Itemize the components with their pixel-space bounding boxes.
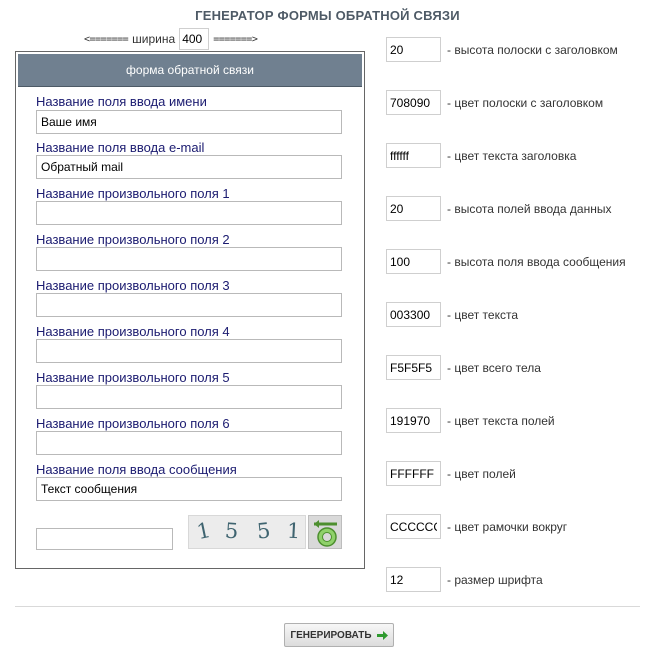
border-color-label: - цвет рамочки вокруг [447, 519, 568, 534]
font-size-label: - размер шрифта [447, 572, 543, 587]
header-color-label: - цвет полоски с заголовком [447, 95, 604, 110]
captcha-input[interactable] [36, 528, 173, 550]
form-header: форма обратной связи [18, 54, 362, 86]
captcha-image [188, 515, 306, 549]
custom-field-5-input[interactable] [36, 385, 342, 409]
field-color-label: - цвет полей [447, 466, 516, 481]
font-size-input[interactable] [386, 567, 441, 592]
header-text-color-input[interactable] [386, 143, 441, 168]
name-field-input[interactable] [36, 110, 342, 134]
custom-field-4-input[interactable] [36, 339, 342, 363]
form-header-divider [18, 86, 362, 87]
setting-field-color [386, 461, 516, 486]
divider [15, 606, 640, 607]
width-left-arrow: <======= [84, 33, 129, 45]
custom-field-6-input[interactable] [36, 431, 342, 455]
header-height-label: - высота полоски с заголовком [447, 42, 618, 57]
message-height-label: - высота поля ввода сообщения [447, 254, 626, 269]
generate-button[interactable] [284, 623, 394, 647]
custom-field-3-input[interactable] [36, 293, 342, 317]
text-color-label: - цвет текста [447, 307, 519, 322]
email-field-label: Название поля ввода e-mail [36, 140, 205, 155]
setting-header-color [386, 90, 603, 115]
header-color-input[interactable] [386, 90, 441, 115]
border-color-input[interactable] [386, 514, 441, 539]
setting-message-height [386, 249, 626, 274]
setting-header-height [386, 37, 618, 62]
setting-text-color [386, 302, 518, 327]
setting-border-color [386, 514, 567, 539]
header-height-input[interactable] [386, 37, 441, 62]
custom-field-2-label: Название произвольного поля 2 [36, 232, 230, 247]
width-right-arrow: =======> [213, 33, 258, 45]
email-field-input[interactable] [36, 155, 342, 179]
custom-field-5-label: Название произвольного поля 5 [36, 370, 230, 385]
captcha-refresh-button[interactable] [308, 515, 342, 549]
setting-input-height [386, 196, 611, 221]
header-text-color-label: - цвет текста заголовка [447, 148, 577, 163]
message-field-label: Название поля ввода сообщения [36, 462, 237, 477]
custom-field-3-label: Название произвольного поля 3 [36, 278, 230, 293]
name-field-label: Название поля ввода имени [36, 94, 207, 109]
page-title: ГЕНЕРАТОР ФОРМЫ ОБРАТНОЙ СВЯЗИ [195, 8, 460, 23]
arrow-right-icon [377, 631, 388, 640]
setting-font-size [386, 567, 543, 592]
message-field-input[interactable] [36, 477, 342, 501]
feedback-form-preview [15, 51, 365, 569]
custom-field-2-input[interactable] [36, 247, 342, 271]
captcha-digit: 1 [286, 518, 301, 544]
captcha-digit: 1 [194, 517, 213, 545]
captcha-digit: 5 [255, 518, 272, 544]
width-control [84, 28, 257, 50]
width-label: ширина [132, 32, 176, 46]
custom-field-4-label: Название произвольного поля 4 [36, 324, 230, 339]
input-height-label: - высота полей ввода данных [447, 201, 612, 216]
setting-field-text-color [386, 408, 555, 433]
body-color-input[interactable] [386, 355, 441, 380]
field-text-color-input[interactable] [386, 408, 441, 433]
captcha-digit: 5 [224, 518, 240, 544]
custom-field-1-label: Название произвольного поля 1 [36, 186, 230, 201]
text-color-input[interactable] [386, 302, 441, 327]
custom-field-1-input[interactable] [36, 201, 342, 225]
generate-button-label: ГЕНЕРИРОВАТЬ [290, 629, 372, 641]
setting-header-text-color [386, 143, 576, 168]
input-height-input[interactable] [386, 196, 441, 221]
refresh-icon [309, 516, 343, 550]
message-height-input[interactable] [386, 249, 441, 274]
field-color-input[interactable] [386, 461, 441, 486]
body-color-label: - цвет всего тела [447, 360, 541, 375]
width-input[interactable] [179, 28, 209, 50]
setting-body-color [386, 355, 541, 380]
custom-field-6-label: Название произвольного поля 6 [36, 416, 230, 431]
field-text-color-label: - цвет текста полей [447, 413, 555, 428]
